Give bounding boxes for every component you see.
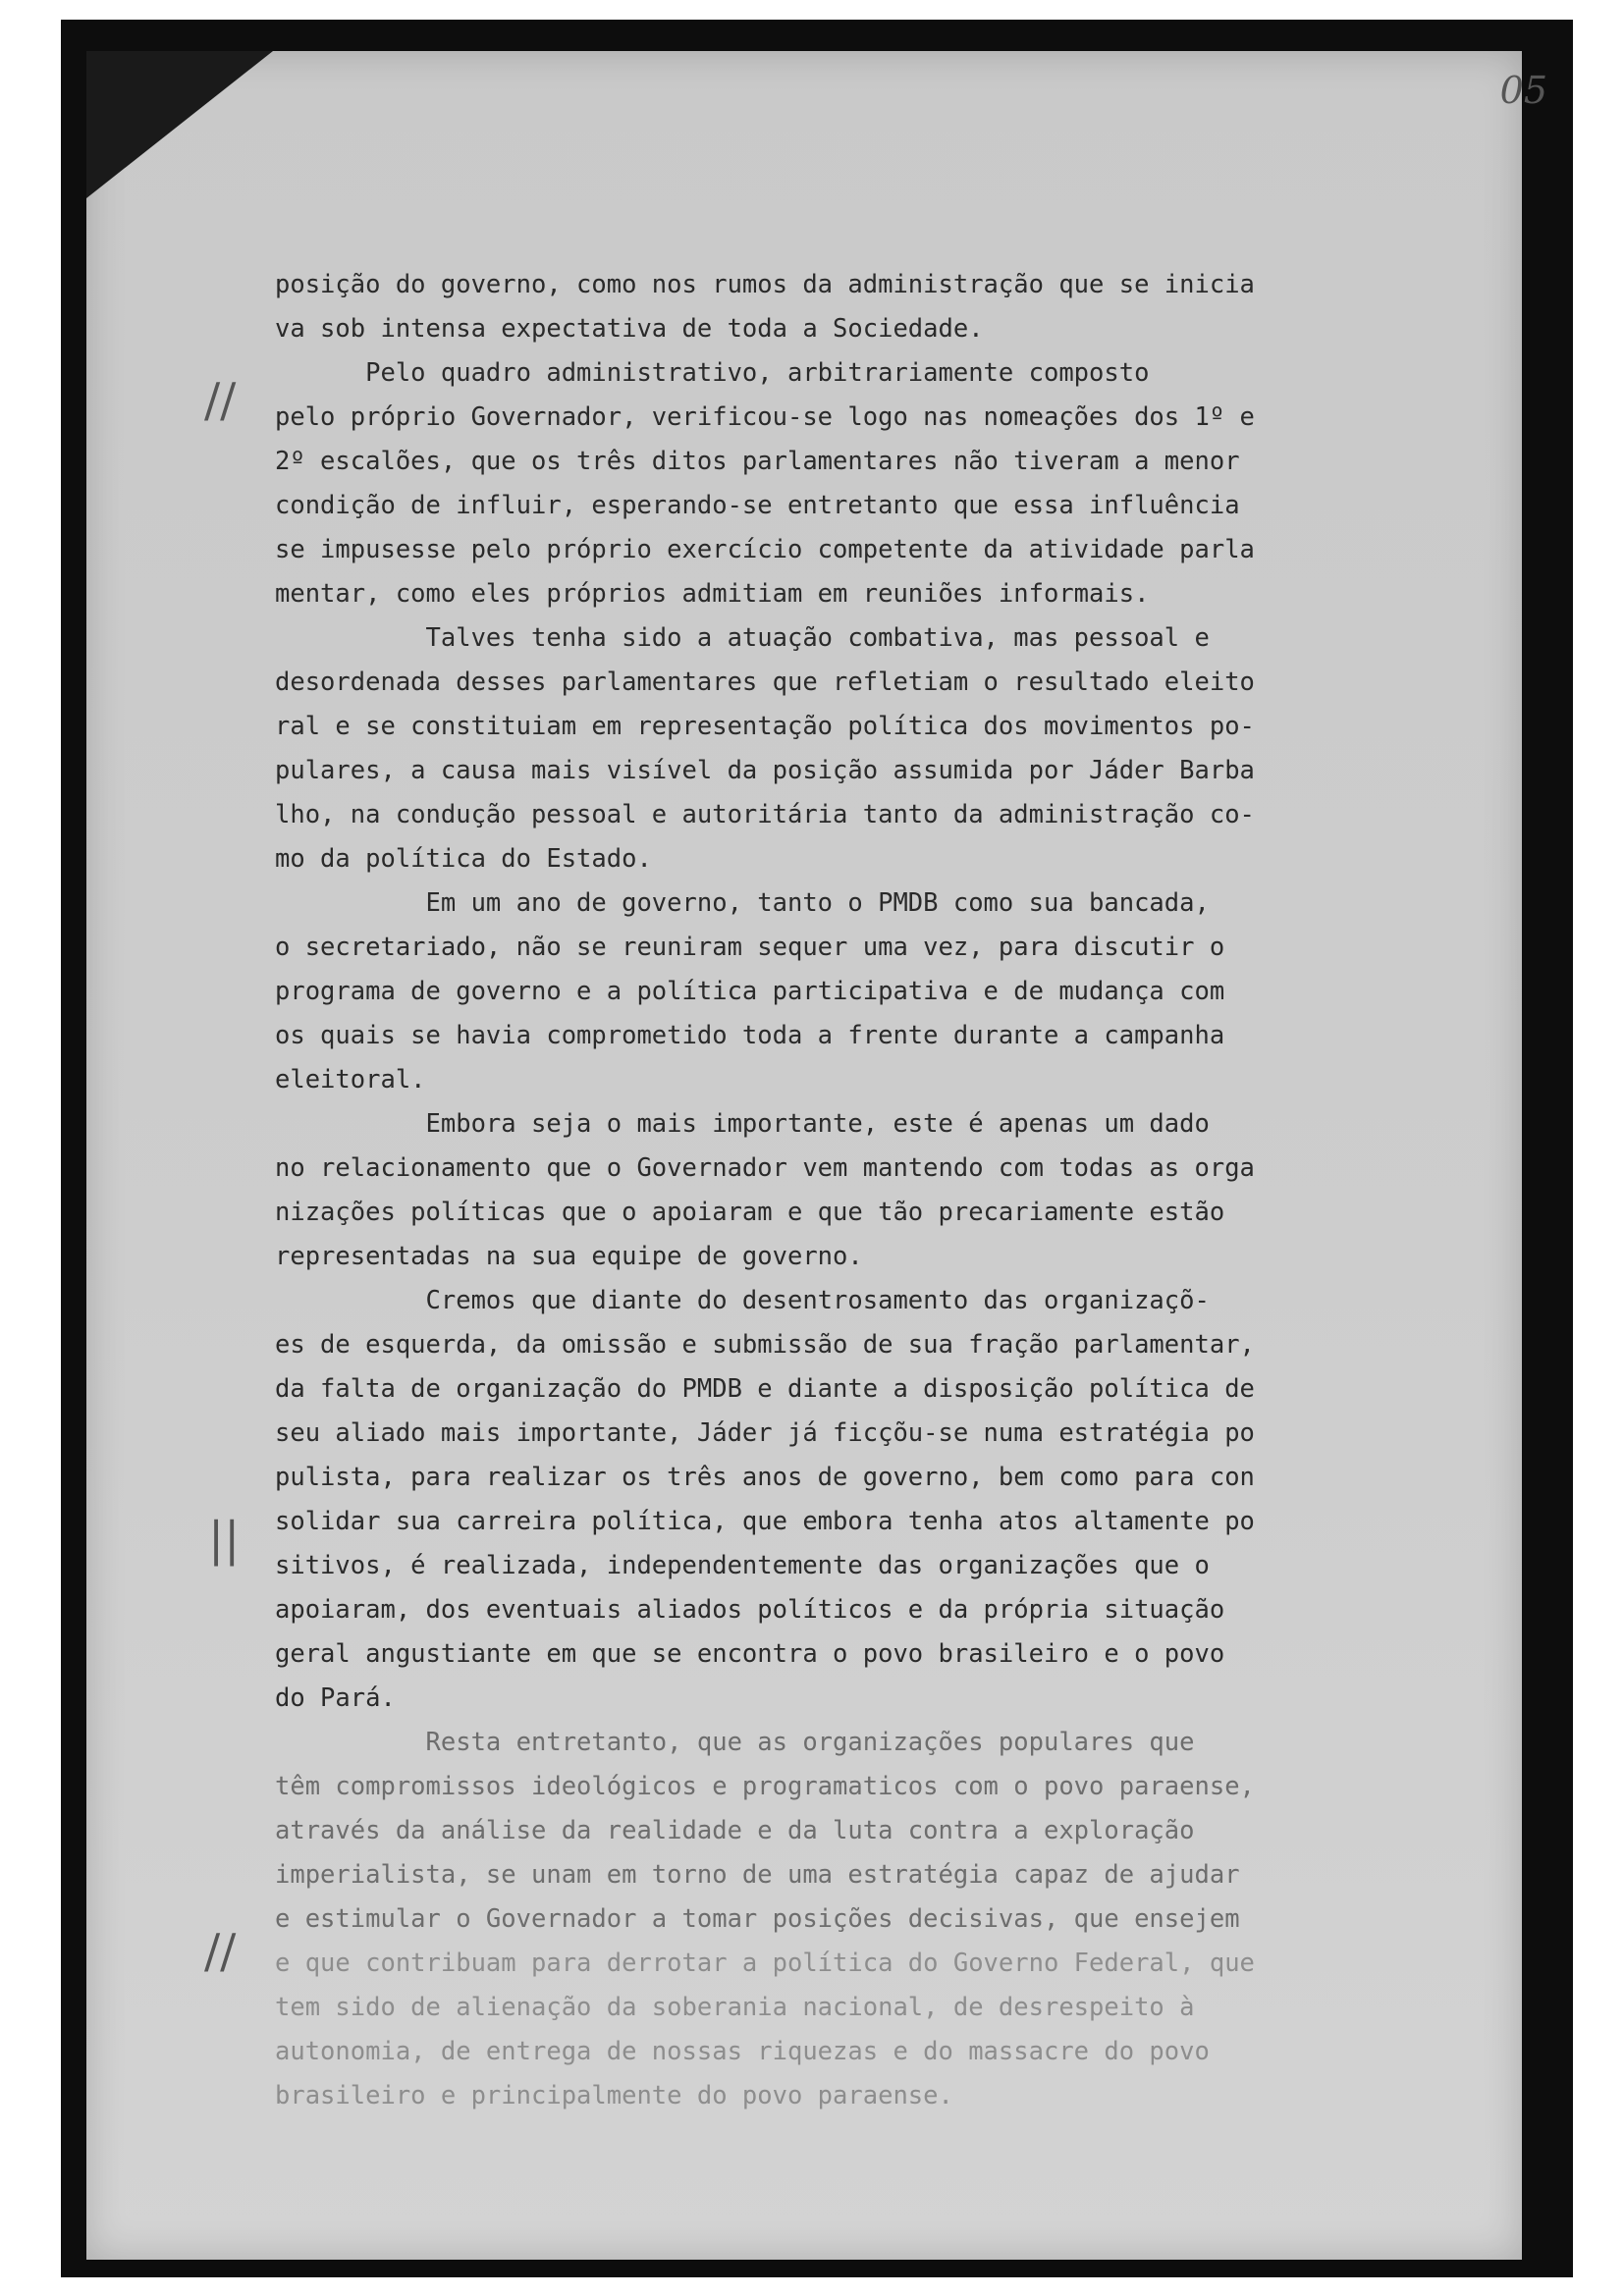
text-line: condição de influir, esperando-se entretanto que essa influência	[275, 491, 1240, 520]
text-line: Pelo quadro administrativo, arbitrariamente composto	[275, 358, 1150, 388]
text-line: pelo próprio Governador, verificou-se logo nas nomeações dos 1º e	[275, 402, 1255, 432]
text-line: se impusesse pelo próprio exercício competente da atividade parla	[275, 535, 1255, 564]
text-line: seu aliado mais importante, Jáder já ficçõu-se numa estratégia po	[275, 1418, 1255, 1448]
text-line: 2º escalões, que os três ditos parlamentares não tiveram a menor	[275, 447, 1240, 476]
text-line: têm compromissos ideológicos e programaticos com o povo paraense,	[275, 1772, 1255, 1801]
text-line: através da análise da realidade e da luta contra a exploração	[275, 1816, 1195, 1845]
text-line: solidar sua carreira política, que embora tenha atos altamente po	[275, 1507, 1255, 1536]
text-line: os quais se havia comprometido toda a frente durante a campanha	[275, 1021, 1225, 1050]
text-line: posição do governo, como nos rumos da administração que se inicia	[275, 270, 1255, 299]
margin-mark-icon: ||	[208, 1512, 241, 1567]
text-line: apoiaram, dos eventuais aliados políticos e da própria situação	[275, 1595, 1225, 1625]
text-line: o secretariado, não se reuniram sequer uma vez, para discutir o	[275, 933, 1225, 962]
text-line: brasileiro e principalmente do povo paraense.	[275, 2081, 953, 2110]
margin-mark-icon: //	[204, 373, 237, 428]
margin-mark-icon: //	[204, 1924, 237, 1979]
text-line: imperialista, se unam em torno de uma estratégia capaz de ajudar	[275, 1860, 1240, 1890]
page-corner-fold	[86, 51, 273, 198]
text-line: do Pará.	[275, 1683, 396, 1713]
text-line: e que contribuam para derrotar a política do Governo Federal, que	[275, 1949, 1255, 1978]
text-line: e estimular o Governador a tomar posições decisivas, que ensejem	[275, 1904, 1240, 1934]
text-line: da falta de organização do PMDB e diante a disposição política de	[275, 1374, 1255, 1404]
text-line: programa de governo e a política participativa e de mudança com	[275, 977, 1225, 1006]
text-line: mo da política do Estado.	[275, 844, 652, 874]
page-number: 05	[1499, 69, 1547, 112]
text-line: sitivos, é realizada, independentemente das organizações que o	[275, 1551, 1210, 1580]
text-line: no relacionamento que o Governador vem mantendo com todas as orga	[275, 1153, 1255, 1183]
text-line: es de esquerda, da omissão e submissão de sua fração parlamentar,	[275, 1330, 1255, 1360]
text-line: Embora seja o mais importante, este é apenas um dado	[275, 1109, 1210, 1139]
text-line: representadas na sua equipe de governo.	[275, 1242, 863, 1271]
text-line: mentar, como eles próprios admitiam em reuniões informais.	[275, 579, 1150, 609]
text-line: Talves tenha sido a atuação combativa, mas pessoal e	[275, 623, 1210, 653]
text-line: desordenada desses parlamentares que refletiam o resultado eleito	[275, 667, 1255, 697]
text-line: tem sido de alienação da soberania nacional, de desrespeito à	[275, 1993, 1195, 2022]
text-line: autonomia, de entrega de nossas riquezas e do massacre do povo	[275, 2037, 1210, 2066]
text-line: ral e se constituiam em representação política dos movimentos po-	[275, 712, 1255, 741]
text-line: va sob intensa expectativa de toda a Sociedade.	[275, 314, 984, 344]
text-line: Em um ano de governo, tanto o PMDB como sua bancada,	[275, 888, 1210, 918]
text-line: nizações políticas que o apoiaram e que tão precariamente estão	[275, 1198, 1225, 1227]
text-line: eleitoral.	[275, 1065, 426, 1095]
text-line: pulares, a causa mais visível da posição assumida por Jáder Barba	[275, 756, 1255, 785]
document-body	[275, 263, 1394, 2118]
text-line: geral angustiante em que se encontra o povo brasileiro e o povo	[275, 1639, 1225, 1669]
text-line: lho, na condução pessoal e autoritária tanto da administração co-	[275, 800, 1255, 829]
text-line: pulista, para realizar os três anos de governo, bem como para con	[275, 1463, 1255, 1492]
text-line: Cremos que diante do desentrosamento das organizaçõ-	[275, 1286, 1210, 1315]
text-line: Resta entretanto, que as organizações populares que	[275, 1728, 1195, 1757]
